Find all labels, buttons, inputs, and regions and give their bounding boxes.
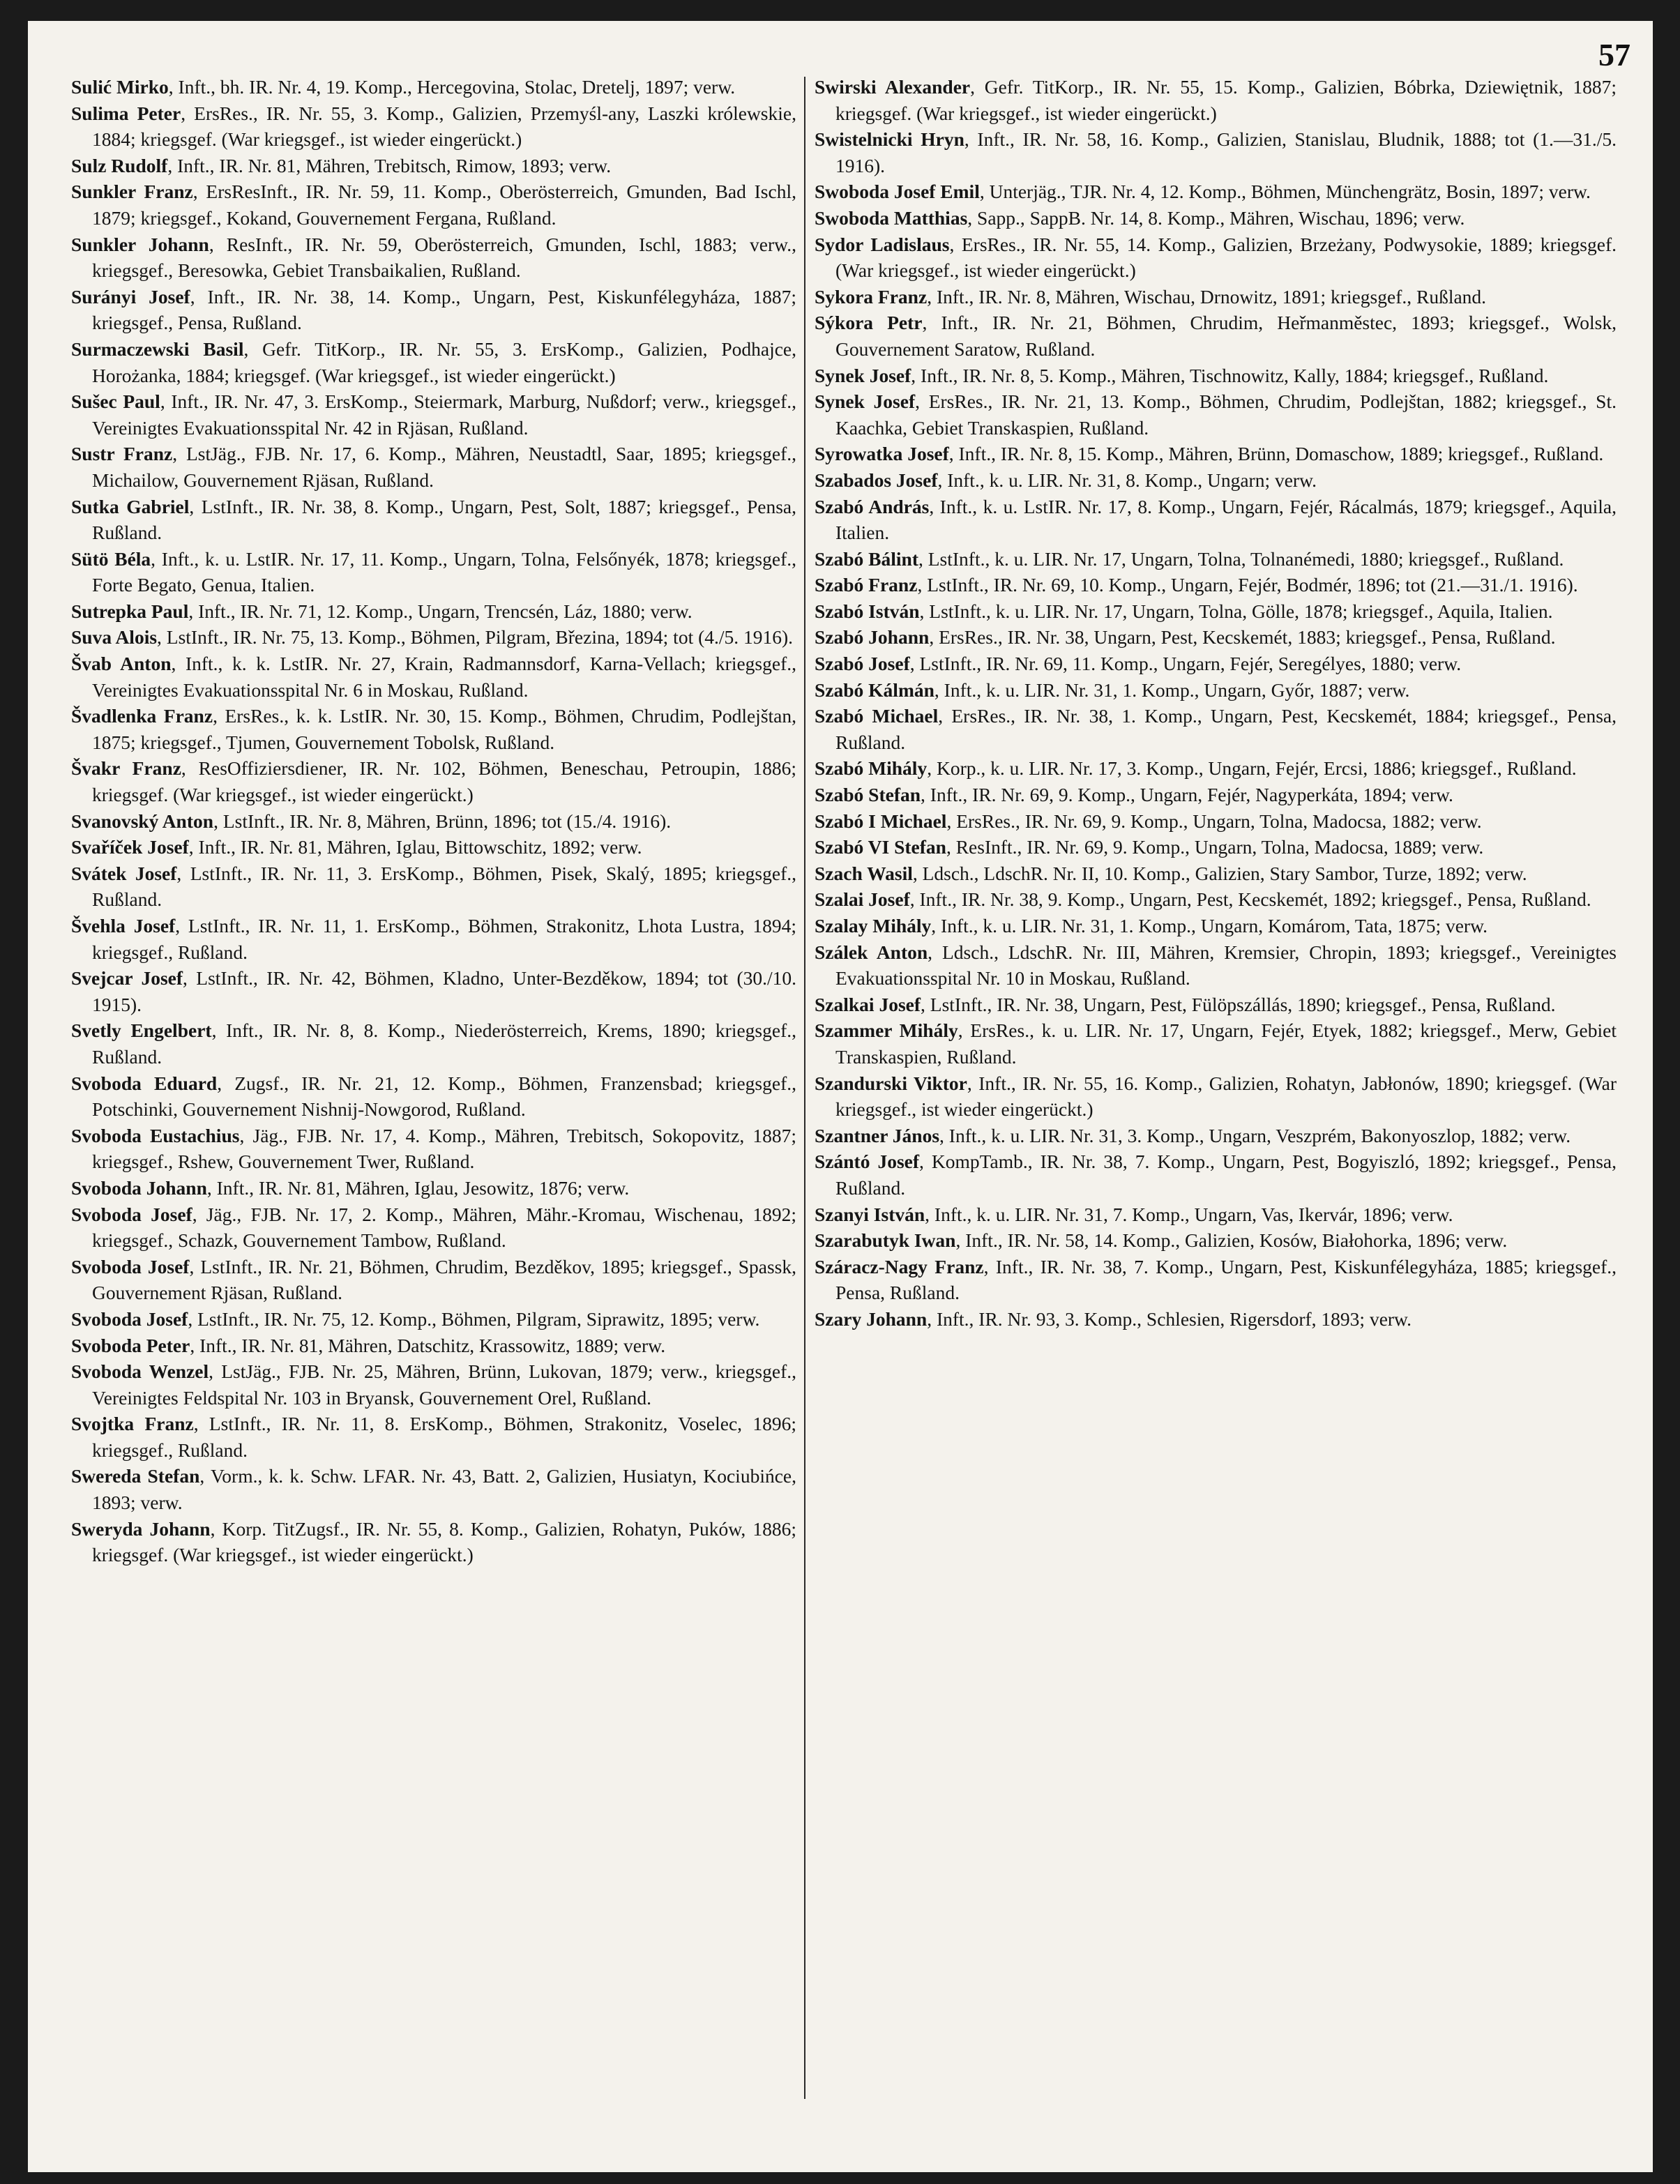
entry-details: , ErsRes., IR. Nr. 55, 3. Komp., Galizien, Przemyśl-any, Laszki królewskie, 1884; kriegsgef. (War kriegsgef., ist wieder eingerückt.) <box>92 102 796 151</box>
entry-name: Synek Josef <box>815 390 916 413</box>
list-entry <box>815 834 1617 860</box>
list-entry <box>815 860 1617 887</box>
entry-name: Svoboda Josef <box>71 1255 190 1277</box>
entry-details: , Gefr. TitKorp., IR. Nr. 55, 3. ErsKomp., Galizien, Podhajce, Horożanka, 1884; kriegsgef. (War kriegsgef., ist wieder eingerückt.) <box>92 338 796 386</box>
list-entry <box>71 1070 796 1123</box>
entry-name: Sustr Franz <box>71 443 173 465</box>
list-entry <box>815 572 1617 598</box>
list-entry <box>815 1306 1617 1333</box>
entry-name: Švab Anton <box>71 653 172 675</box>
entry-name: Sydor Ladislaus <box>815 233 950 255</box>
entry-name: Szálek Anton <box>815 941 928 963</box>
entry-name: Szabados Josef <box>815 469 938 491</box>
list-entry <box>71 153 796 179</box>
list-entry <box>815 913 1617 939</box>
list-entry <box>815 232 1617 284</box>
list-entry <box>71 598 796 625</box>
entry-details: , Ldsch., LdschR. Nr. III, Mähren, Kremsier, Chropin, 1893; kriegsgef., Vereinigtes Evakuationsspital Nr. 10 in Moskau, Rußland. <box>835 941 1617 989</box>
entry-details: , LstInft., IR. Nr. 69, 10. Komp., Ungarn, Fejér, Bodmér, 1896; tot (21.—31./1. 1916). <box>917 574 1578 596</box>
entry-name: Swoboda Josef Emil <box>815 181 980 203</box>
entry-details: , ErsRes., IR. Nr. 38, Ungarn, Pest, Kecskemét, 1883; kriegsgef., Pensa, Rußland. <box>929 626 1556 649</box>
entry-name: Sütö Béla <box>71 547 151 570</box>
list-entry <box>71 388 796 441</box>
list-entry <box>71 232 796 284</box>
list-entry <box>815 651 1617 677</box>
list-entry <box>815 1254 1617 1306</box>
entry-details: , Inft., IR. Nr. 8, 8. Komp., Niederösterreich, Krems, 1890; kriegsgef., Rußland. <box>92 1019 796 1068</box>
left-column <box>71 74 796 1568</box>
entry-details: , Inft., k. u. LstIR. Nr. 17, 11. Komp., Ungarn, Tolna, Felsőnyék, 1878; kriegsgef., Forte Begato, Genua, Italien. <box>92 547 796 596</box>
entry-details: , Inft., IR. Nr. 81, Mähren, Datschitz, Krassowitz, 1889; verw. <box>190 1334 666 1356</box>
entry-details: , LstInft., IR. Nr. 21, Böhmen, Chrudim, Bezděkov, 1895; kriegsgef., Spassk, Gouvernement Rjäsan, Rußland. <box>92 1255 796 1304</box>
entry-name: Szarabutyk Iwan <box>815 1229 956 1252</box>
list-entry <box>815 363 1617 389</box>
list-entry <box>71 179 796 231</box>
entry-name: Svoboda Josef <box>71 1307 188 1330</box>
entry-name: Szabó Kálmán <box>815 678 934 701</box>
list-entry <box>71 703 796 755</box>
entry-details: , LstInft., k. u. LIR. Nr. 17, Ungarn, Tolna, Gölle, 1878; kriegsgef., Aquila, Italien. <box>919 600 1553 622</box>
entry-details: , Jäg., FJB. Nr. 17, 4. Komp., Mähren, Trebitsch, Sokopovitz, 1887; kriegsgef., Rshew, Gouvernement Twer, Rußland. <box>92 1124 797 1173</box>
entry-details: , Korp. TitZugsf., IR. Nr. 55, 8. Komp., Galizien, Rohatyn, Puków, 1886; kriegsgef. (War kriegsgef., ist wieder eingerückt.) <box>92 1517 797 1566</box>
entry-name: Švadlenka Franz <box>71 705 213 727</box>
entry-details: , LstInft., IR. Nr. 11, 8. ErsKomp., Böhmen, Strakonitz, Voselec, 1896; kriegsgef., Rußland. <box>92 1413 796 1461</box>
entry-name: Svejcar Josef <box>71 967 183 989</box>
entry-name: Szabó Franz <box>815 574 918 596</box>
entry-name: Szalai Josef <box>815 888 910 911</box>
entry-name: Szabó Michael <box>815 705 939 727</box>
entry-name: Szabó Josef <box>815 653 910 675</box>
page-number: 57 <box>1598 37 1630 73</box>
entry-details: , LstInft., k. u. LIR. Nr. 17, Ungarn, Tolna, Tolnanémedi, 1880; kriegsgef., Rußland. <box>918 547 1564 570</box>
entry-details: , LstInft., IR. Nr. 69, 11. Komp., Ungarn, Fejér, Seregélyes, 1880; verw. <box>909 653 1462 675</box>
list-entry <box>815 1148 1617 1201</box>
entry-details: , ErsRes., IR. Nr. 21, 13. Komp., Böhmen, Chrudim, Podlejštan, 1882; kriegsgef., St. Kaachka, Gebiet Transkaspien, Rußland. <box>835 390 1617 439</box>
entry-details: , Jäg., FJB. Nr. 17, 2. Komp., Mähren, Mähr.-Kromau, Wischenau, 1892; kriegsgef., Schazk, Gouvernement Tambow, Rußland. <box>92 1203 796 1252</box>
list-entry <box>815 992 1617 1018</box>
list-entry <box>815 1227 1617 1254</box>
entry-details: , Korp., k. u. LIR. Nr. 17, 3. Komp., Ungarn, Fejér, Ercsi, 1886; kriegsgef., Rußland. <box>927 757 1577 780</box>
entry-details: , Inft., IR. Nr. 93, 3. Komp., Schlesien, Rigersdorf, 1893; verw. <box>927 1307 1412 1330</box>
entry-details: , Unterjäg., TJR. Nr. 4, 12. Komp., Böhmen, Münchengrätz, Bosin, 1897; verw. <box>979 181 1591 203</box>
list-entry <box>71 1175 796 1201</box>
list-entry <box>71 808 796 835</box>
list-entry <box>71 624 796 651</box>
list-entry <box>71 1017 796 1070</box>
list-entry <box>815 755 1617 782</box>
list-entry <box>71 494 796 546</box>
entry-name: Szanyi István <box>815 1203 925 1225</box>
entry-details: , Inft., IR. Nr. 8, 5. Komp., Mähren, Tischnowitz, Kally, 1884; kriegsgef., Rußland. <box>911 364 1549 386</box>
entry-name: Szabó VI Stefan <box>815 836 946 858</box>
entry-name: Sušec Paul <box>71 390 160 413</box>
entry-name: Swoboda Matthias <box>815 206 968 229</box>
list-entry <box>815 284 1617 310</box>
entry-name: Sutrepka Paul <box>71 600 189 622</box>
entry-details: , Inft., IR. Nr. 21, Böhmen, Chrudim, Heřmanměstec, 1893; kriegsgef., Wolsk, Gouvernement Saratow, Rußland. <box>835 312 1617 360</box>
entry-details: , ErsRes., IR. Nr. 55, 14. Komp., Galizien, Brzeżany, Podwysokie, 1889; kriegsgef. (War kriegsgef., ist wieder eingerückt.) <box>835 233 1617 282</box>
entry-details: , ResInft., IR. Nr. 59, Oberösterreich, Gmunden, Ischl, 1883; verw., kriegsgef., Beresowka, Gebiet Transbaikalien, Rußland. <box>92 233 796 282</box>
entry-name: Szabó Mihály <box>815 757 928 780</box>
entry-name: Suva Alois <box>71 626 158 649</box>
entry-name: Szabó I Michael <box>815 810 947 832</box>
entry-details: , Inft., bh. IR. Nr. 4, 19. Komp., Hercegovina, Stolac, Dretelj, 1897; verw. <box>168 76 736 98</box>
document-page <box>28 21 1653 2172</box>
entry-details: , Inft., IR. Nr. 71, 12. Komp., Ungarn, Trencsén, Láz, 1880; verw. <box>188 600 693 622</box>
entry-name: Svoboda Wenzel <box>71 1360 209 1383</box>
entry-name: Sulić Mirko <box>71 76 169 98</box>
entry-name: Sulima Peter <box>71 102 181 124</box>
entry-name: Szabó Stefan <box>815 784 921 806</box>
entry-name: Szandurski Viktor <box>815 1072 967 1094</box>
entry-name: Sýkora Petr <box>815 312 923 334</box>
entry-details: , Inft., IR. Nr. 69, 9. Komp., Ungarn, Fejér, Nagyperkáta, 1894; verw. <box>921 784 1453 806</box>
list-entry <box>815 1070 1617 1123</box>
entry-name: Sunkler Franz <box>71 181 193 203</box>
entry-details: , Inft., k. u. LstIR. Nr. 17, 8. Komp., Ungarn, Fejér, Rácalmás, 1879; kriegsgef., Aquila, Italien. <box>835 495 1617 544</box>
list-entry <box>815 598 1617 625</box>
list-entry <box>71 546 796 598</box>
entry-name: Szary Johann <box>815 1307 928 1330</box>
entry-name: Swistelnicki Hryn <box>815 128 964 151</box>
list-entry <box>815 126 1617 179</box>
entry-details: , LstInft., IR. Nr. 38, 8. Komp., Ungarn, Pest, Solt, 1887; kriegsgef., Pensa, Rußland. <box>92 495 796 544</box>
list-entry <box>815 467 1617 494</box>
entry-details: , Inft., IR. Nr. 8, 15. Komp., Mähren, Brünn, Domaschow, 1889; kriegsgef., Rußland. <box>948 443 1604 465</box>
entry-details: , LstInft., IR. Nr. 11, 3. ErsKomp., Böhmen, Pisek, Skalý, 1895; kriegsgef., Rußland. <box>92 862 796 911</box>
entry-name: Szabó Johann <box>815 626 930 649</box>
entry-details: , LstInft., IR. Nr. 42, Böhmen, Kladno, Unter-Bezděkow, 1894; tot (30./10. 1915). <box>92 967 796 1015</box>
list-entry <box>815 939 1617 992</box>
list-entry <box>71 100 796 153</box>
entry-name: Svoboda Eduard <box>71 1072 218 1094</box>
list-entry <box>815 782 1617 808</box>
list-entry <box>815 179 1617 205</box>
entry-name: Szantner János <box>815 1124 940 1146</box>
entry-name: Szach Wasil <box>815 862 913 884</box>
entry-name: Syrowatka Josef <box>815 443 949 465</box>
entry-details: , Inft., IR. Nr. 81, Mähren, Trebitsch, Rimow, 1893; verw. <box>167 154 612 176</box>
entry-details: , Vorm., k. k. Schw. LFAR. Nr. 43, Batt. 2, Galizien, Husiatyn, Kociubińce, 1893; verw. <box>92 1465 796 1514</box>
entry-name: Szabó Bálint <box>815 547 918 570</box>
entry-details: , Ldsch., LdschR. Nr. II, 10. Komp., Galizien, Stary Sambor, Turze, 1892; verw. <box>912 862 1527 884</box>
entry-details: , Inft., IR. Nr. 58, 14. Komp., Galizien, Kosów, Białohorka, 1896; verw. <box>955 1229 1508 1252</box>
entry-name: Szammer Mihály <box>815 1019 958 1042</box>
entry-name: Sulz Rudolf <box>71 154 168 176</box>
list-entry <box>71 74 796 100</box>
entry-details: , LstInft., IR. Nr. 11, 1. ErsKomp., Böhmen, Strakonitz, Lhota Lustra, 1894; kriegsgef., Rußland. <box>92 915 797 963</box>
list-entry <box>815 1123 1617 1149</box>
entry-name: Svojtka Franz <box>71 1413 194 1435</box>
list-entry <box>815 441 1617 467</box>
list-entry <box>71 336 796 388</box>
entry-name: Sweryda Johann <box>71 1517 211 1540</box>
entry-name: Swereda Stefan <box>71 1465 200 1487</box>
entry-details: , LstInft., IR. Nr. 75, 12. Komp., Böhmen, Pilgram, Siprawitz, 1895; verw. <box>188 1307 760 1330</box>
entry-name: Švehla Josef <box>71 915 176 936</box>
entry-details: , Inft., IR. Nr. 81, Mähren, Iglau, Bittowschitz, 1892; verw. <box>188 836 642 858</box>
list-entry <box>71 284 796 336</box>
entry-details: , Inft., IR. Nr. 55, 16. Komp., Galizien, Rohatyn, Jabłonów, 1890; kriegsgef. (War kriegsgef., ist wieder eingerückt.) <box>835 1072 1617 1121</box>
entry-name: Surmaczewski Basil <box>71 338 244 360</box>
entry-details: , Inft., k. u. LIR. Nr. 31, 8. Komp., Ungarn; verw. <box>937 469 1317 491</box>
entry-details: , ErsRes., IR. Nr. 69, 9. Komp., Ungarn, Tolna, Madocsa, 1882; verw. <box>946 810 1482 832</box>
list-entry <box>71 1123 796 1175</box>
list-entry <box>815 624 1617 651</box>
entry-details: , Inft., k. k. LstIR. Nr. 27, Krain, Radmannsdorf, Karna-Vellach; kriegsgef., Vereinigtes Evakuationsspital Nr. 6 in Moskau, Rußland. <box>92 653 796 701</box>
entry-name: Sykora Franz <box>815 285 928 308</box>
list-entry <box>71 1333 796 1359</box>
list-entry <box>71 965 796 1017</box>
list-entry <box>71 1358 796 1411</box>
list-entry <box>71 651 796 703</box>
entry-name: Svátek Josef <box>71 862 177 884</box>
list-entry <box>71 1516 796 1568</box>
entry-name: Svoboda Peter <box>71 1334 190 1356</box>
entry-name: Swirski Alexander <box>815 76 971 98</box>
entry-name: Svoboda Johann <box>71 1176 207 1199</box>
list-entry <box>71 860 796 913</box>
entry-details: , ResInft., IR. Nr. 69, 9. Komp., Ungarn, Tolna, Madocsa, 1889; verw. <box>946 836 1484 858</box>
list-entry <box>815 1201 1617 1228</box>
entry-details: , LstInft., IR. Nr. 38, Ungarn, Pest, Fülöpszállás, 1890; kriegsgef., Pensa, Rußland. <box>921 993 1556 1015</box>
entry-details: , Inft., k. u. LIR. Nr. 31, 1. Komp., Ungarn, Győr, 1887; verw. <box>934 678 1410 701</box>
list-entry <box>71 913 796 965</box>
list-entry <box>815 546 1617 572</box>
entry-details: , Sapp., SappB. Nr. 14, 8. Komp., Mähren, Wischau, 1896; verw. <box>967 206 1465 229</box>
entry-details: , ErsRes., k. u. LIR. Nr. 17, Ungarn, Fejér, Etyek, 1882; kriegsgef., Merw, Gebiet Transkaspien, Rußland. <box>835 1019 1617 1068</box>
list-entry <box>71 834 796 860</box>
entry-name: Szalkai Josef <box>815 993 921 1015</box>
entry-details: , Gefr. TitKorp., IR. Nr. 55, 15. Komp., Galizien, Bóbrka, Dziewiętnik, 1887; kriegsgef. (War kriegsgef., ist wieder eingerückt.) <box>835 76 1617 124</box>
list-entry <box>71 1306 796 1333</box>
list-entry <box>71 441 796 493</box>
entry-name: Szalay Mihály <box>815 915 932 936</box>
list-entry <box>815 310 1617 362</box>
entry-details: , Inft., k. u. LIR. Nr. 31, 7. Komp., Ungarn, Vas, Ikervár, 1896; verw. <box>925 1203 1453 1225</box>
entry-name: Svetly Engelbert <box>71 1019 212 1042</box>
entry-details: , Inft., IR. Nr. 8, Mähren, Wischau, Drnowitz, 1891; kriegsgef., Rußland. <box>927 285 1487 308</box>
entry-name: Svoboda Eustachius <box>71 1124 240 1146</box>
entry-name: Švakr Franz <box>71 757 181 780</box>
list-entry <box>71 1201 796 1254</box>
list-entry <box>815 808 1617 835</box>
entry-details: , ResOffiziersdiener, IR. Nr. 102, Böhmen, Beneschau, Petroupin, 1886; kriegsgef. (War kriegsgef., ist wieder eingerückt.) <box>92 757 796 806</box>
list-entry <box>815 677 1617 704</box>
entry-details: , LstInft., IR. Nr. 75, 13. Komp., Böhmen, Pilgram, Březina, 1894; tot (4./5. 1916). <box>157 626 794 649</box>
entry-details: , Zugsf., IR. Nr. 21, 12. Komp., Böhmen, Franzensbad; kriegsgef., Potschinki, Gouvernement Nishnij-Nowgorod, Rußland. <box>92 1072 796 1121</box>
entry-name: Sunkler Johann <box>71 233 209 255</box>
entry-name: Svoboda Josef <box>71 1203 192 1225</box>
list-entry <box>815 886 1617 913</box>
entry-details: , Inft., IR. Nr. 81, Mähren, Iglau, Jesowitz, 1876; verw. <box>206 1176 630 1199</box>
list-entry <box>815 205 1617 232</box>
list-entry <box>815 703 1617 755</box>
list-entry <box>71 1463 796 1515</box>
list-entry <box>815 1017 1617 1070</box>
list-entry <box>71 1411 796 1463</box>
entry-details: , Inft., k. u. LIR. Nr. 31, 3. Komp., Ungarn, Veszprém, Bakonyoszlop, 1882; verw. <box>939 1124 1571 1146</box>
entry-details: , Inft., IR. Nr. 38, 9. Komp., Ungarn, Pest, Kecskemét, 1892; kriegsgef., Pensa, Rußland. <box>909 888 1591 911</box>
entry-name: Szabó András <box>815 495 930 517</box>
entry-details: , ErsRes., IR. Nr. 38, 1. Komp., Ungarn, Pest, Kecskemét, 1884; kriegsgef., Pensa, Rußland. <box>835 705 1617 753</box>
entry-details: , LstInft., IR. Nr. 8, Mähren, Brünn, 1896; tot (15./4. 1916). <box>213 810 672 832</box>
entry-details: , Inft., IR. Nr. 58, 16. Komp., Galizien, Stanislau, Bludnik, 1888; tot (1.—31./5. 1916). <box>835 128 1617 176</box>
entry-details: , LstJäg., FJB. Nr. 25, Mähren, Brünn, Lukovan, 1879; verw., kriegsgef., Vereinigtes Feldspital Nr. 103 in Bryansk, Gouvernement Orel, Rußland. <box>92 1360 796 1409</box>
entry-name: Szabó István <box>815 600 920 622</box>
entry-name: Surányi Josef <box>71 285 190 308</box>
entry-details: , Inft., k. u. LIR. Nr. 31, 1. Komp., Ungarn, Komárom, Tata, 1875; verw. <box>931 915 1488 936</box>
entry-name: Szántó Josef <box>815 1151 920 1173</box>
entry-details: , LstJäg., FJB. Nr. 17, 6. Komp., Mähren, Neustadtl, Saar, 1895; kriegsgef., Michailow, Gouvernement Rjäsan, Rußland. <box>92 443 796 491</box>
list-entry <box>815 494 1617 546</box>
list-entry <box>815 388 1617 441</box>
column-divider <box>804 77 805 2099</box>
list-entry <box>71 755 796 807</box>
entry-name: Száracz-Nagy Franz <box>815 1255 984 1277</box>
entry-details: , ErsResInft., IR. Nr. 59, 11. Komp., Oberösterreich, Gmunden, Bad Ischl, 1879; kriegsgef., Kokand, Gouvernement Fergana, Rußland. <box>92 181 796 229</box>
right-column <box>815 74 1617 1333</box>
list-entry <box>71 1254 796 1306</box>
entry-details: , Inft., IR. Nr. 47, 3. ErsKomp., Steiermark, Marburg, Nußdorf; verw., kriegsgef., Vereinigtes Evakuationsspital Nr. 42 in Rjäsan, Rußland. <box>92 390 797 439</box>
entry-name: Svanovský Anton <box>71 810 214 832</box>
entry-details: , ErsRes., k. k. LstIR. Nr. 30, 15. Komp., Böhmen, Chrudim, Podlejštan, 1875; kriegsgef., Tjumen, Gouvernement Tobolsk, Rußland. <box>92 705 796 753</box>
entry-name: Svaříček Josef <box>71 836 189 858</box>
entry-name: Synek Josef <box>815 364 911 386</box>
entry-details: , KompTamb., IR. Nr. 38, 7. Komp., Ungarn, Pest, Bogyiszló, 1892; kriegsgef., Pensa, Rußland. <box>835 1151 1617 1199</box>
entry-name: Sutka Gabriel <box>71 495 190 517</box>
list-entry <box>815 74 1617 126</box>
entry-details: , Inft., IR. Nr. 38, 14. Komp., Ungarn, Pest, Kiskunfélegyháza, 1887; kriegsgef., Pensa, Rußland. <box>92 285 796 334</box>
entry-details: , Inft., IR. Nr. 38, 7. Komp., Ungarn, Pest, Kiskunfélegyháza, 1885; kriegsgef., Pensa, Rußland. <box>835 1255 1617 1304</box>
